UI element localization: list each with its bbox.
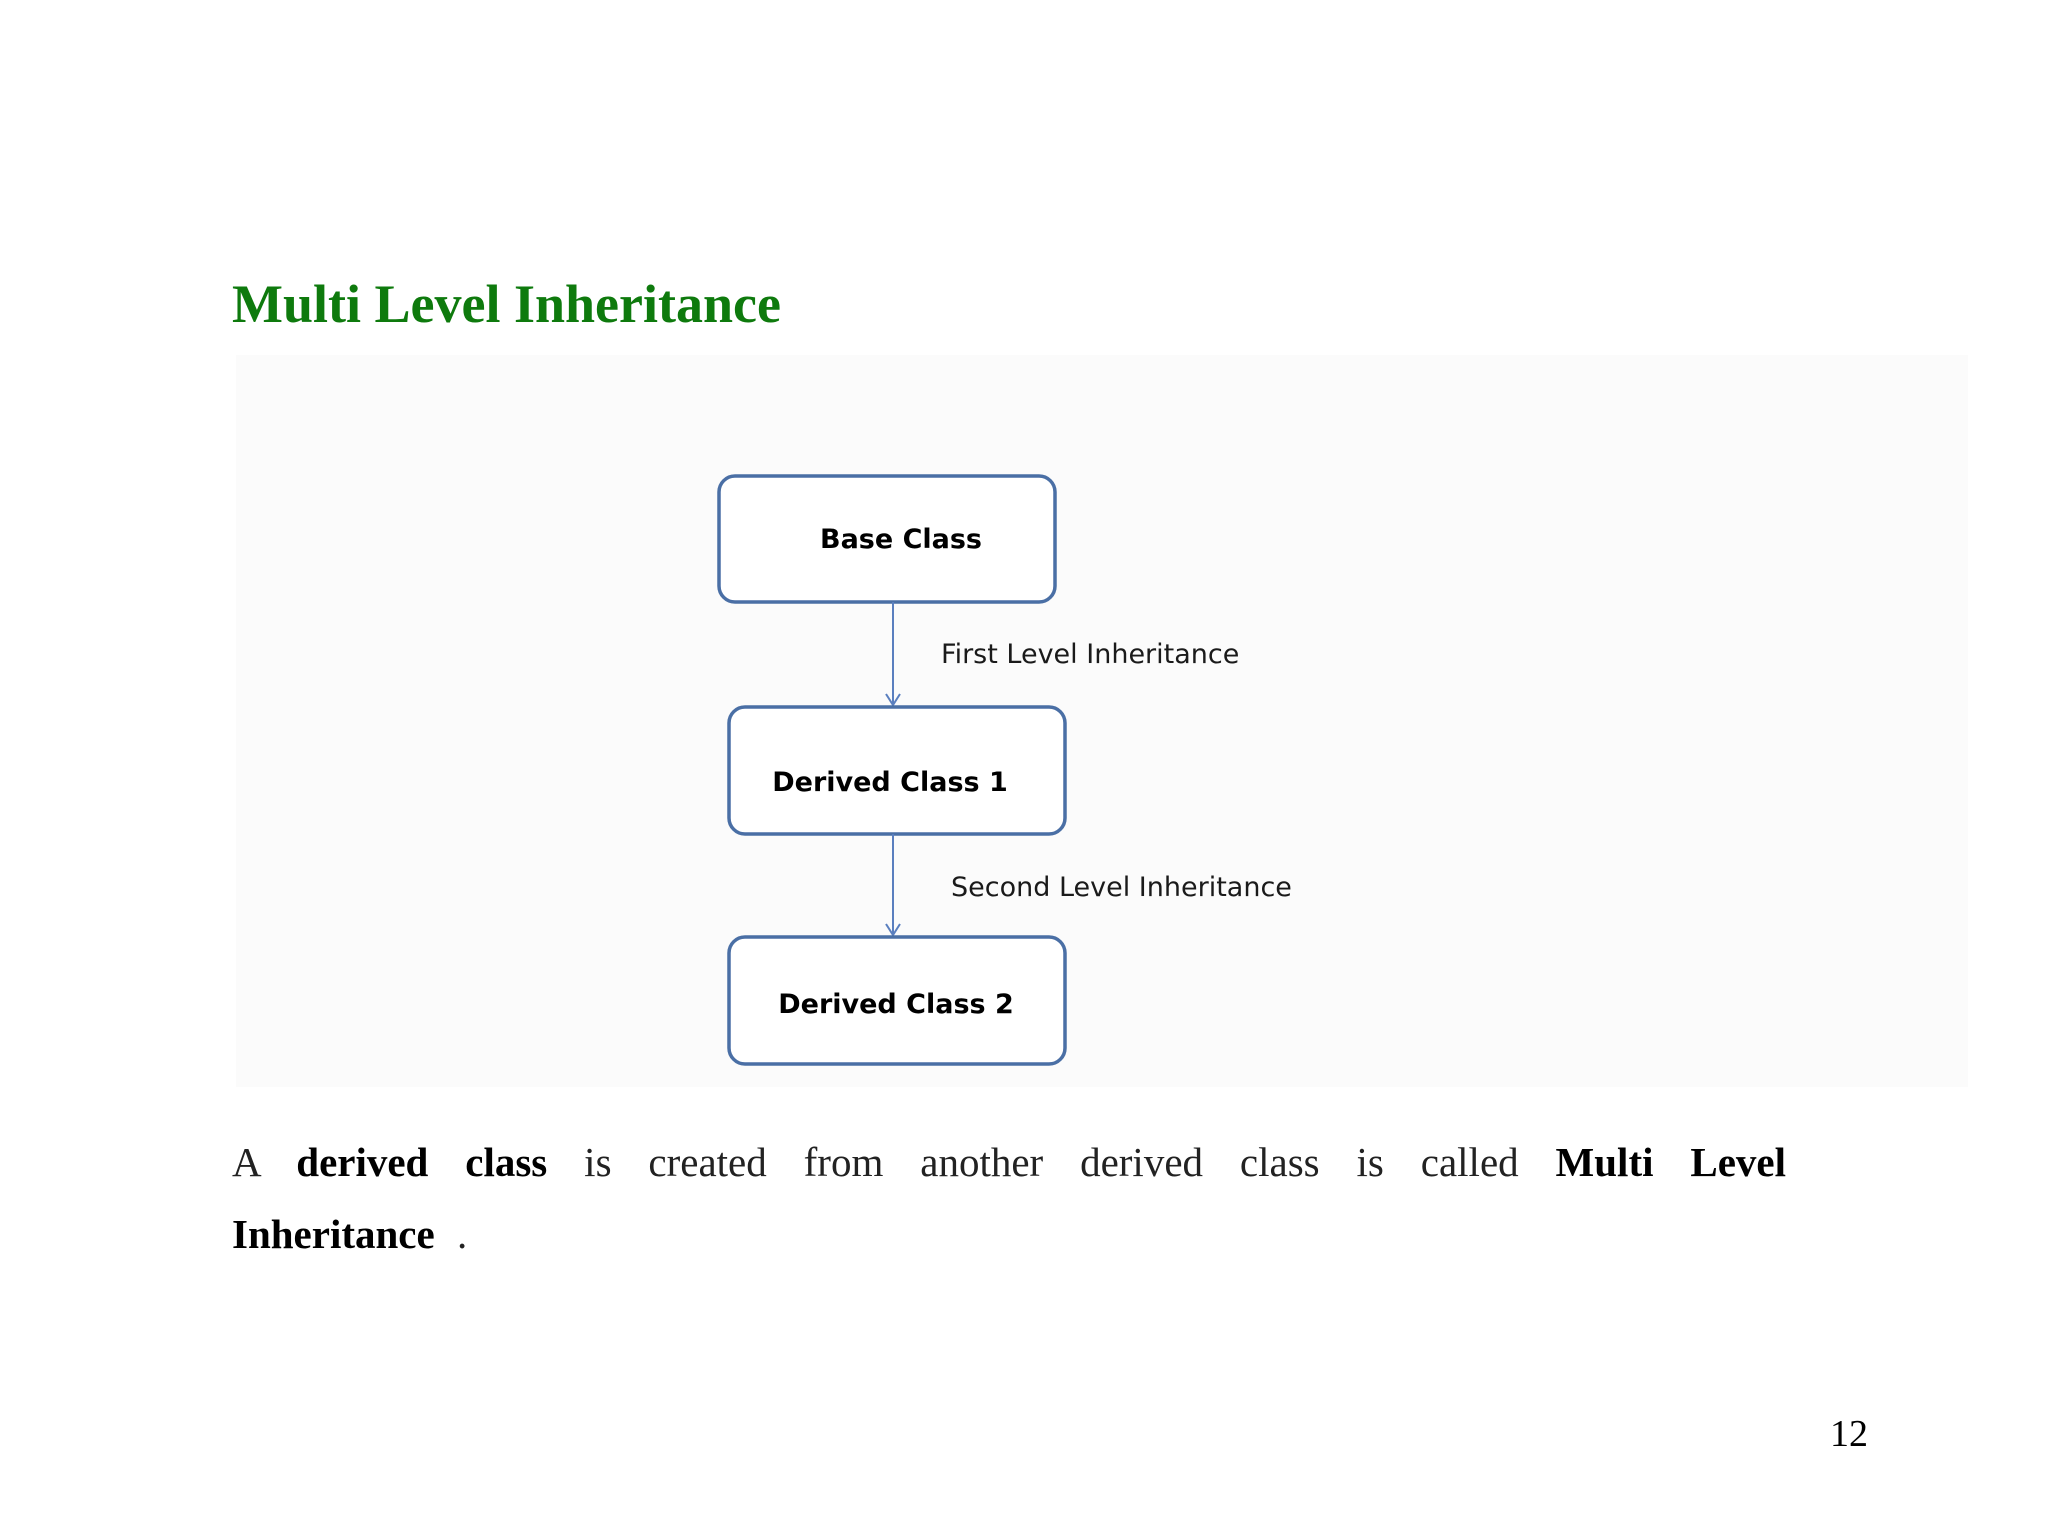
derived-class-2-node	[729, 937, 1065, 1064]
first-level-edge	[886, 602, 900, 705]
second-level-edge	[886, 834, 900, 935]
description-period: .	[456, 1211, 468, 1257]
derived-class-1-node	[729, 707, 1065, 834]
derived-class-2-label: Derived Class 2	[778, 989, 1014, 1020]
description-term-multi-level: Multi Level Inheritance	[232, 1139, 1787, 1257]
base-class-node	[719, 476, 1055, 602]
derived-class-1-label: Derived Class 1	[772, 767, 1008, 798]
description-part-1: A	[232, 1139, 260, 1185]
page-number: 12	[1830, 1413, 1868, 1455]
slide-title: Multi Level Inheritance	[232, 274, 781, 334]
second-level-label: Second Level Inheritance	[951, 872, 1292, 903]
description-term-derived-class: derived class	[296, 1139, 548, 1185]
base-class-label: Base Class	[819, 524, 983, 555]
first-level-label: First Level Inheritance	[941, 639, 1240, 670]
description-paragraph	[232, 1126, 1786, 1270]
description-part-3: is created from another derived class is called	[584, 1139, 1519, 1185]
